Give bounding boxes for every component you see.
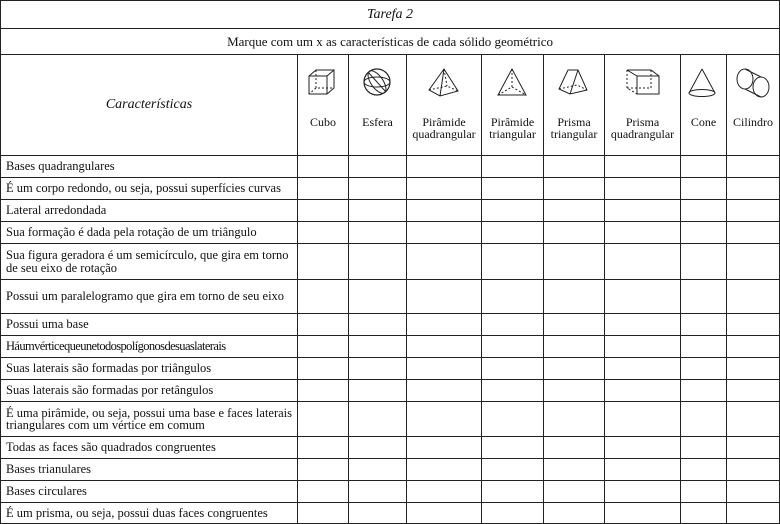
check-cell[interactable]: [681, 280, 727, 314]
check-cell[interactable]: [298, 200, 349, 222]
check-cell[interactable]: [727, 244, 780, 280]
column-label: Cubo: [309, 115, 336, 129]
check-cell[interactable]: [407, 222, 482, 244]
cylinder-icon: [735, 67, 771, 99]
check-cell[interactable]: [605, 459, 681, 481]
check-cell[interactable]: [727, 314, 780, 336]
check-cell[interactable]: [298, 437, 349, 459]
check-cell[interactable]: [605, 402, 681, 437]
check-cell[interactable]: [544, 358, 605, 380]
check-cell[interactable]: [605, 244, 681, 280]
check-cell[interactable]: [298, 178, 349, 200]
check-cell[interactable]: [681, 402, 727, 437]
check-cell[interactable]: [727, 503, 780, 524]
triangular-pyramid-icon: [495, 67, 531, 99]
cone-icon: [686, 67, 722, 99]
column-label: Pirâmide quadrangular: [412, 115, 476, 141]
check-cell[interactable]: [544, 402, 605, 437]
check-cell[interactable]: [727, 178, 780, 200]
column-header-cube: [298, 55, 349, 156]
column-label: Prisma triangular: [550, 115, 598, 141]
table-row: [1, 358, 780, 380]
check-cell[interactable]: [544, 503, 605, 524]
check-cell[interactable]: [605, 503, 681, 524]
check-cell[interactable]: [298, 314, 349, 336]
characteristic-label: É uma pirâmide, ou seja, possui uma base e faces laterais triangulares com um vértice em comum: [1, 402, 298, 437]
check-cell[interactable]: [298, 503, 349, 524]
check-cell[interactable]: [349, 156, 407, 178]
cube-icon: [305, 67, 341, 99]
check-cell[interactable]: [298, 358, 349, 380]
characteristic-label: Sua formação é dada pela rotação de um triângulo: [1, 222, 298, 244]
check-cell[interactable]: [605, 336, 681, 358]
check-cell[interactable]: [681, 244, 727, 280]
check-cell[interactable]: [349, 481, 407, 503]
check-cell[interactable]: [482, 459, 544, 481]
check-cell[interactable]: [482, 178, 544, 200]
check-cell[interactable]: [544, 244, 605, 280]
check-cell[interactable]: [681, 503, 727, 524]
characteristic-label: Bases trianulares: [1, 459, 298, 481]
instruction: Marque com um x as características de cada sólido geométrico: [1, 29, 780, 55]
check-cell[interactable]: [349, 358, 407, 380]
check-cell[interactable]: [482, 280, 544, 314]
check-cell[interactable]: [298, 222, 349, 244]
check-cell[interactable]: [298, 481, 349, 503]
column-header-cylinder: [727, 55, 780, 156]
check-cell[interactable]: [544, 336, 605, 358]
check-cell[interactable]: [482, 156, 544, 178]
column-header-rectangular-prism: [605, 55, 681, 156]
check-cell[interactable]: [349, 459, 407, 481]
characteristics-header: Características: [1, 55, 298, 156]
check-cell[interactable]: [544, 156, 605, 178]
check-cell[interactable]: [727, 336, 780, 358]
header-row: [1, 55, 780, 156]
check-cell[interactable]: [349, 402, 407, 437]
check-cell[interactable]: [544, 314, 605, 336]
check-cell[interactable]: [681, 358, 727, 380]
check-cell[interactable]: [681, 459, 727, 481]
check-cell[interactable]: [544, 437, 605, 459]
check-cell[interactable]: [727, 156, 780, 178]
rectangular-prism-icon: [625, 67, 661, 99]
check-cell[interactable]: [349, 280, 407, 314]
table-row: [1, 437, 780, 459]
check-cell[interactable]: [407, 459, 482, 481]
check-cell[interactable]: [482, 314, 544, 336]
check-cell[interactable]: [349, 336, 407, 358]
check-cell[interactable]: [605, 358, 681, 380]
characteristic-label: Todas as faces são quadrados congruentes: [1, 437, 298, 459]
characteristic-label: Háumvérticequeunetodospolígonosdesuaslaterais: [1, 336, 298, 358]
check-cell[interactable]: [349, 200, 407, 222]
check-cell[interactable]: [407, 178, 482, 200]
check-cell[interactable]: [482, 222, 544, 244]
check-cell[interactable]: [681, 481, 727, 503]
check-cell[interactable]: [482, 358, 544, 380]
check-cell[interactable]: [407, 503, 482, 524]
check-cell[interactable]: [407, 402, 482, 437]
check-cell[interactable]: [544, 200, 605, 222]
characteristic-label: Possui uma base: [1, 314, 298, 336]
check-cell[interactable]: [407, 280, 482, 314]
check-cell[interactable]: [349, 380, 407, 402]
check-cell[interactable]: [482, 481, 544, 503]
check-cell[interactable]: [605, 437, 681, 459]
check-cell[interactable]: [727, 459, 780, 481]
check-cell[interactable]: [407, 358, 482, 380]
check-cell[interactable]: [727, 481, 780, 503]
check-cell[interactable]: [349, 437, 407, 459]
check-cell[interactable]: [482, 244, 544, 280]
check-cell[interactable]: [482, 380, 544, 402]
column-label: Prisma quadrangular: [610, 115, 675, 141]
table-row: [1, 200, 780, 222]
check-cell[interactable]: [605, 200, 681, 222]
check-cell[interactable]: [605, 481, 681, 503]
table-row: [1, 222, 780, 244]
check-cell[interactable]: [482, 200, 544, 222]
check-cell[interactable]: [544, 222, 605, 244]
column-label: Esfera: [362, 115, 393, 129]
characteristic-label: Possui um paralelogramo que gira em torno de seu eixo: [1, 280, 298, 314]
check-cell[interactable]: [727, 437, 780, 459]
check-cell[interactable]: [544, 280, 605, 314]
check-cell[interactable]: [407, 156, 482, 178]
check-cell[interactable]: [727, 402, 780, 437]
table-row: [1, 481, 780, 503]
check-cell[interactable]: [298, 402, 349, 437]
table-title: Tarefa 2: [1, 1, 780, 29]
characteristic-label: Sua figura geradora é um semicírculo, que gira em torno de seu eixo de rotação: [1, 244, 298, 280]
sphere-icon: [360, 67, 396, 99]
characteristic-label: Suas laterais são formadas por triângulos: [1, 358, 298, 380]
check-cell[interactable]: [298, 336, 349, 358]
column-label: Cone: [690, 115, 717, 129]
check-cell[interactable]: [544, 459, 605, 481]
check-cell[interactable]: [681, 200, 727, 222]
table-row: [1, 244, 780, 280]
check-cell[interactable]: [407, 336, 482, 358]
check-cell[interactable]: [298, 156, 349, 178]
characteristic-label: Lateral arredondada: [1, 200, 298, 222]
check-cell[interactable]: [298, 459, 349, 481]
check-cell[interactable]: [349, 244, 407, 280]
check-cell[interactable]: [407, 437, 482, 459]
check-cell[interactable]: [681, 437, 727, 459]
column-label: Pirâmide triangular: [489, 115, 536, 141]
characteristic-label: É um corpo redondo, ou seja, possui superfícies curvas: [1, 178, 298, 200]
square-pyramid-icon: [426, 67, 462, 99]
check-cell[interactable]: [298, 280, 349, 314]
check-cell[interactable]: [681, 222, 727, 244]
characteristic-label: Suas laterais são formadas por retângulos: [1, 380, 298, 402]
table-row: [1, 503, 780, 524]
check-cell[interactable]: [727, 380, 780, 402]
check-cell[interactable]: [407, 244, 482, 280]
check-cell[interactable]: [605, 178, 681, 200]
column-header-triangular-prism: [544, 55, 605, 156]
table-row: [1, 459, 780, 481]
table-row: [1, 156, 780, 178]
check-cell[interactable]: [349, 314, 407, 336]
column-header-sphere: [349, 55, 407, 156]
check-cell[interactable]: [482, 437, 544, 459]
check-cell[interactable]: [681, 178, 727, 200]
check-cell[interactable]: [727, 200, 780, 222]
column-header-cone: [681, 55, 727, 156]
check-cell[interactable]: [544, 380, 605, 402]
check-cell[interactable]: [605, 156, 681, 178]
check-cell[interactable]: [298, 380, 349, 402]
check-cell[interactable]: [681, 314, 727, 336]
check-cell[interactable]: [681, 156, 727, 178]
check-cell[interactable]: [407, 200, 482, 222]
triangular-prism-icon: [556, 67, 592, 99]
check-cell[interactable]: [681, 336, 727, 358]
column-header-square-pyramid: [407, 55, 482, 156]
check-cell[interactable]: [349, 222, 407, 244]
table-row: [1, 402, 780, 437]
check-cell[interactable]: [298, 244, 349, 280]
table-row: [1, 178, 780, 200]
check-cell[interactable]: [407, 481, 482, 503]
check-cell[interactable]: [605, 380, 681, 402]
check-cell[interactable]: [482, 336, 544, 358]
table-row: [1, 336, 780, 358]
check-cell[interactable]: [349, 178, 407, 200]
characteristic-label: Bases circulares: [1, 481, 298, 503]
table-row: [1, 380, 780, 402]
check-cell[interactable]: [407, 314, 482, 336]
check-cell[interactable]: [482, 503, 544, 524]
column-header-triangular-pyramid: [482, 55, 544, 156]
check-cell[interactable]: [727, 280, 780, 314]
check-cell[interactable]: [605, 222, 681, 244]
check-cell[interactable]: [727, 222, 780, 244]
check-cell[interactable]: [605, 314, 681, 336]
column-label: Cilindro: [733, 115, 774, 129]
characteristic-label: É um prisma, ou seja, possui duas faces congruentes: [1, 503, 298, 524]
check-cell[interactable]: [681, 380, 727, 402]
check-cell[interactable]: [482, 402, 544, 437]
check-cell[interactable]: [407, 380, 482, 402]
table-row: [1, 314, 780, 336]
check-cell[interactable]: [349, 503, 407, 524]
check-cell[interactable]: [544, 481, 605, 503]
check-cell[interactable]: [727, 358, 780, 380]
check-cell[interactable]: [544, 178, 605, 200]
check-cell[interactable]: [605, 280, 681, 314]
table-row: [1, 280, 780, 314]
characteristic-label: Bases quadrangulares: [1, 156, 298, 178]
